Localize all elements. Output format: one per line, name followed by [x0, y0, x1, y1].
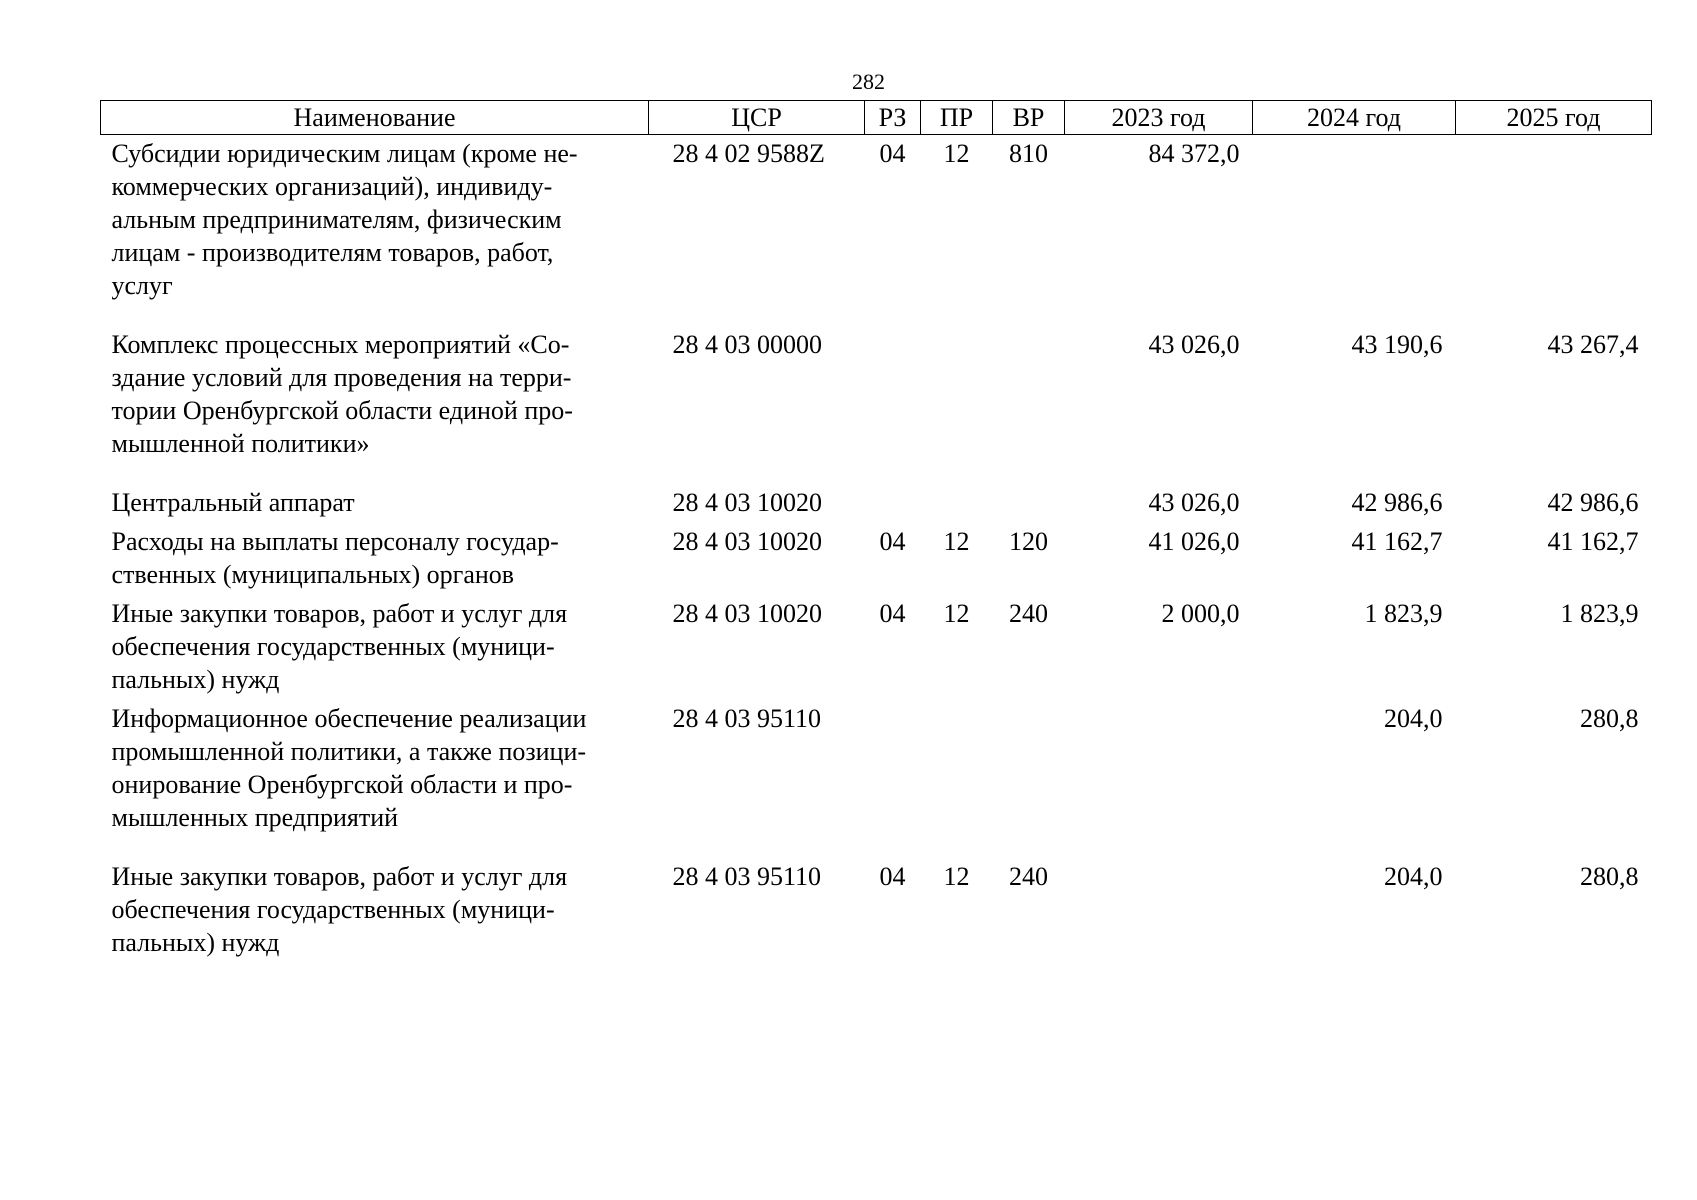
- cell-rz: [865, 702, 921, 860]
- cell-pr: [921, 486, 993, 525]
- header-csr: ЦСР: [649, 101, 865, 135]
- cell-csr: 28 4 03 10020: [672, 488, 822, 517]
- cell-pr: 12: [943, 599, 970, 628]
- cell-pr: 12: [943, 139, 970, 168]
- name-line: Расходы на выплаты персоналу государ-: [111, 527, 559, 556]
- header-2023: 2023 год: [1065, 101, 1253, 135]
- header-name: Наименование: [101, 101, 649, 135]
- cell-pr: 12: [943, 527, 970, 556]
- table-row: [101, 135, 1652, 329]
- name-line: тории Оренбургской области единой про-: [111, 396, 573, 425]
- cell-pr: [921, 702, 993, 860]
- cell-rz: 04: [879, 862, 906, 891]
- cell-csr: 28 4 03 95110: [672, 704, 822, 733]
- name-line: альным предпринимателям, физическим: [111, 205, 562, 234]
- name-line: Иные закупки товаров, работ и услуг для: [111, 599, 568, 628]
- cell-vr: [993, 486, 1065, 525]
- cell-vr: 240: [1009, 862, 1048, 891]
- budget-table: [100, 100, 1652, 965]
- cell-pr: [921, 328, 993, 486]
- name-line: пальных) нужд: [111, 665, 280, 694]
- name-line: коммерческих организаций), индивиду-: [111, 172, 553, 201]
- cell-2024: 41 162,7: [1351, 527, 1443, 556]
- cell-rz: 04: [879, 139, 906, 168]
- cell-2023: [1065, 702, 1253, 860]
- name-line: Центральный аппарат: [111, 488, 355, 517]
- header-2024: 2024 год: [1253, 101, 1456, 135]
- cell-name: [101, 328, 649, 486]
- cell-csr: 28 4 02 9588Z: [672, 139, 825, 168]
- cell-2024: [1253, 135, 1456, 329]
- table-row: [101, 328, 1652, 486]
- cell-csr: 28 4 03 95110: [672, 862, 822, 891]
- header-vr: ВР: [993, 101, 1065, 135]
- name-line: мышленных предприятий: [111, 803, 399, 832]
- cell-name: [101, 486, 649, 525]
- cell-2023: [1065, 860, 1253, 965]
- cell-2025: 41 162,7: [1547, 527, 1639, 556]
- cell-2024: 204,0: [1384, 862, 1443, 891]
- name-line: обеспечения государственных (муници-: [111, 895, 555, 924]
- cell-2024: 204,0: [1384, 704, 1443, 733]
- table-body: [101, 135, 1652, 966]
- cell-2023: 41 026,0: [1148, 527, 1240, 556]
- cell-name: [101, 597, 649, 702]
- cell-2025: 1 823,9: [1560, 599, 1639, 628]
- name-line: обеспечения государственных (муници-: [111, 632, 555, 661]
- cell-2024: 43 190,6: [1351, 330, 1443, 359]
- table-header: [101, 101, 1652, 135]
- name-line: промышленной политики, а также позици-: [111, 737, 587, 766]
- name-line: онирование Оренбургской области и про-: [111, 770, 573, 799]
- cell-2024: 42 986,6: [1351, 488, 1443, 517]
- cell-2025: 43 267,4: [1547, 330, 1639, 359]
- cell-rz: [865, 328, 921, 486]
- cell-name: [101, 860, 649, 965]
- cell-rz: 04: [879, 527, 906, 556]
- name-line: Информационное обеспечение реализации: [111, 704, 587, 733]
- table-row: [101, 525, 1652, 597]
- header-2025: 2025 год: [1456, 101, 1652, 135]
- name-line: Комплекс процессных мероприятий «Со-: [111, 330, 570, 359]
- name-line: услуг: [111, 271, 173, 300]
- table-row: [101, 486, 1652, 525]
- cell-csr: 28 4 03 10020: [672, 599, 822, 628]
- table-row: [101, 702, 1652, 860]
- name-line: мышленной политики»: [111, 429, 370, 458]
- page-number: 282: [852, 69, 885, 94]
- cell-vr: [993, 702, 1065, 860]
- cell-pr: 12: [943, 862, 970, 891]
- cell-name: [101, 702, 649, 860]
- cell-vr: 240: [1009, 599, 1048, 628]
- name-line: пальных) нужд: [111, 928, 280, 957]
- name-line: Иные закупки товаров, работ и услуг для: [111, 862, 568, 891]
- cell-vr: 120: [1009, 527, 1048, 556]
- cell-2023: 43 026,0: [1148, 488, 1240, 517]
- name-line: ственных (муниципальных) органов: [111, 560, 515, 589]
- name-line: лицам - производителям товаров, работ,: [111, 238, 554, 267]
- cell-csr: 28 4 03 10020: [672, 527, 822, 556]
- cell-vr: 810: [1009, 139, 1048, 168]
- cell-name: [101, 525, 649, 597]
- cell-2024: 1 823,9: [1364, 599, 1443, 628]
- cell-2025: [1456, 135, 1652, 329]
- table-row: [101, 597, 1652, 702]
- cell-2023: 43 026,0: [1148, 330, 1240, 359]
- name-line: Субсидии юридическим лицам (кроме не-: [111, 139, 578, 168]
- cell-2023: 84 372,0: [1148, 139, 1240, 168]
- table-row: [101, 860, 1652, 965]
- cell-2025: 280,8: [1580, 862, 1639, 891]
- cell-2023: 2 000,0: [1161, 599, 1240, 628]
- cell-vr: [993, 328, 1065, 486]
- name-line: здание условий для проведения на терри-: [111, 363, 572, 392]
- header-pr: ПР: [921, 101, 993, 135]
- cell-csr: 28 4 03 00000: [672, 330, 822, 359]
- cell-name: [101, 135, 649, 329]
- header-rz: РЗ: [865, 101, 921, 135]
- cell-2025: 42 986,6: [1547, 488, 1639, 517]
- cell-2025: 280,8: [1580, 704, 1639, 733]
- cell-rz: 04: [879, 599, 906, 628]
- cell-rz: [865, 486, 921, 525]
